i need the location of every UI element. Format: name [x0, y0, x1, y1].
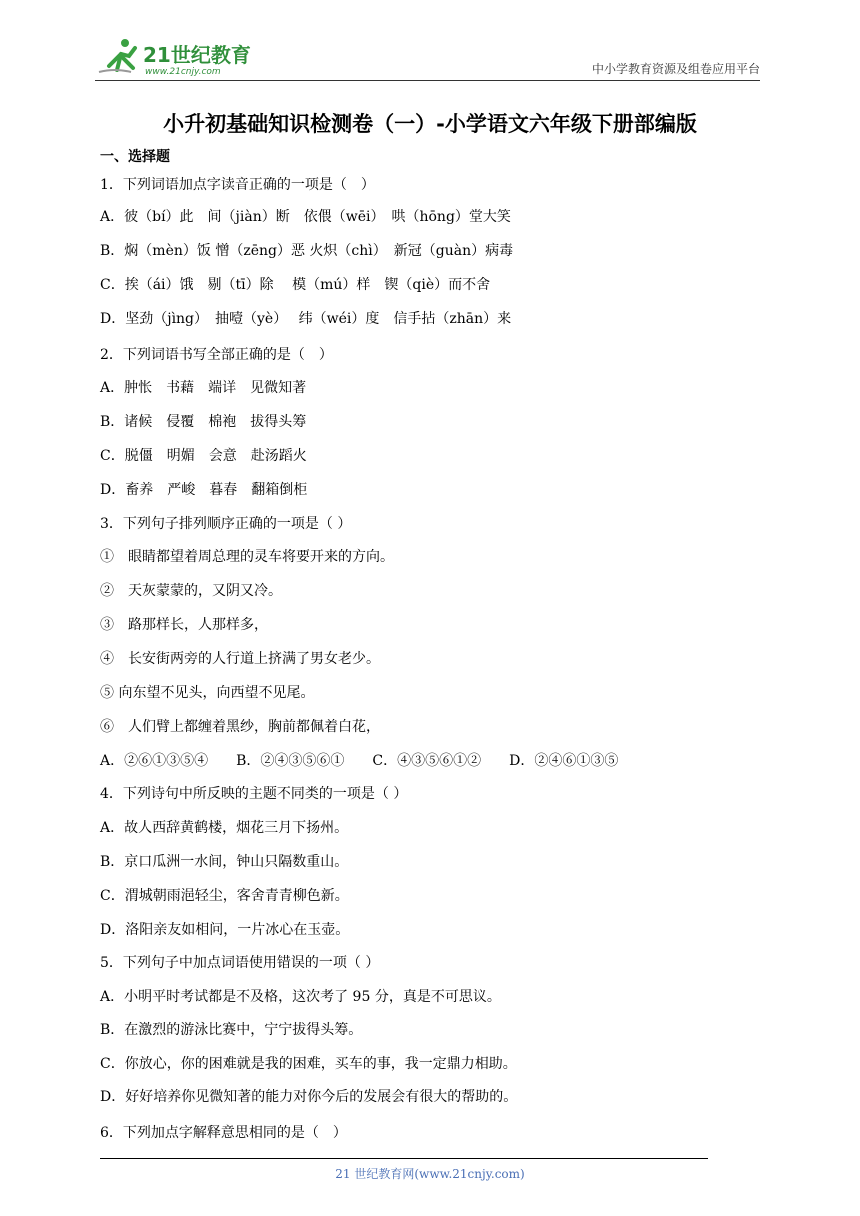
question-4-stem: 4．下列诗句中所反映的主题不同类的一项是（ ）	[100, 786, 408, 802]
footer-text: 21 世纪教育网(www.21cnjy.com)	[335, 1167, 525, 1181]
question-4-option-d: D．洛阳亲友如相问，一片冰心在玉壶。	[100, 922, 350, 938]
question-5-option-d: D．好好培养你见微知著的能力对你今后的发展会有很大的帮助的。	[100, 1089, 518, 1105]
question-5-option-a: A．小明平时考试都是不及格，这次考了 95 分，真是不可思议。	[100, 989, 501, 1005]
page-header	[95, 36, 760, 80]
question-3-sentence-6: ⑥ 人们臂上都缠着黑纱，胸前都佩着白花，	[100, 719, 380, 735]
question-2-option-c: C．脱僵 明媚 会意 赴汤蹈火	[100, 448, 307, 464]
section-heading: 一、选择题	[100, 149, 170, 165]
question-2-option-d: D．畜养 严峻 暮春 翻箱倒柜	[100, 482, 308, 498]
question-3-sentence-3: ③ 路那样长，人那样多，	[100, 617, 268, 633]
question-5-stem: 5．下列句子中加点词语使用错误的一项（ ）	[100, 955, 380, 971]
question-3-stem: 3．下列句子排列顺序正确的一项是（ ）	[100, 516, 352, 532]
question-1-stem: 1．下列词语加点字读音正确的一项是（ ）	[100, 177, 375, 193]
question-4-option-c: C．渭城朝雨浥轻尘，客舍青青柳色新。	[100, 888, 349, 904]
svg-text:www.21cnjy.com: www.21cnjy.com	[145, 67, 221, 76]
question-3-sentence-4: ④ 长安街两旁的人行道上挤满了男女老少。	[100, 651, 380, 667]
question-1-option-c: C．挨（ái）饿 剔（tī）除 模（mú）样 锲（qiè）而不舍	[100, 277, 491, 293]
question-4-option-a: A．故人西辞黄鹤楼，烟花三月下扬州。	[100, 820, 349, 836]
question-1-option-d: D．坚劲（jìng） 抽噎（yè） 纬（wéi）度 信手拈（zhān）来	[100, 311, 512, 327]
question-4-option-b: B．京口瓜洲一水间，钟山只隔数重山。	[100, 854, 349, 870]
runner-icon	[99, 39, 135, 72]
question-6-stem: 6．下列加点字解释意思相同的是（ ）	[100, 1125, 347, 1141]
header-divider	[95, 80, 760, 81]
question-3-sentence-1: ① 眼睛都望着周总理的灵车将要开来的方向。	[100, 549, 394, 565]
question-3-options: A．②⑥①③⑤④ B．②④③⑤⑥① C．④③⑤⑥①② D．②④⑥①③⑤	[100, 753, 619, 769]
question-5-option-b: B．在激烈的游泳比赛中，宁宁拔得头筹。	[100, 1022, 363, 1038]
question-5-option-c: C．你放心，你的困难就是我的困难，买车的事，我一定鼎力相助。	[100, 1056, 517, 1072]
question-3-sentence-2: ② 天灰蒙蒙的，又阴又冷。	[100, 583, 282, 599]
page-title: 小升初基础知识检测卷（一）-小学语文六年级下册部编版	[163, 112, 697, 136]
header-platform-text: 中小学教育资源及组卷应用平台	[591, 62, 760, 76]
question-1-option-b: B．焖（mèn）饭 憎（zēng）恶 火炽（chì） 新冠（guàn）病毒	[100, 243, 514, 259]
question-1-option-a: A．彼（bí）此 间（jiàn）断 依偎（wēi） 哄（hōng）堂大笑	[100, 209, 511, 225]
svg-text:21世纪教育: 21世纪教育	[143, 43, 251, 67]
question-2-option-a: A．肿怅 书藉 端详 见微知著	[100, 380, 307, 396]
footer-divider	[100, 1158, 708, 1159]
question-2-option-b: B．诸候 侵覆 棉袍 拔得头筹	[100, 414, 307, 430]
logo	[95, 36, 265, 76]
question-3-sentence-5: ⑤ 向东望不见头，向西望不见尾。	[100, 685, 315, 701]
question-2-stem: 2．下列词语书写全部正确的是（ ）	[100, 347, 333, 363]
